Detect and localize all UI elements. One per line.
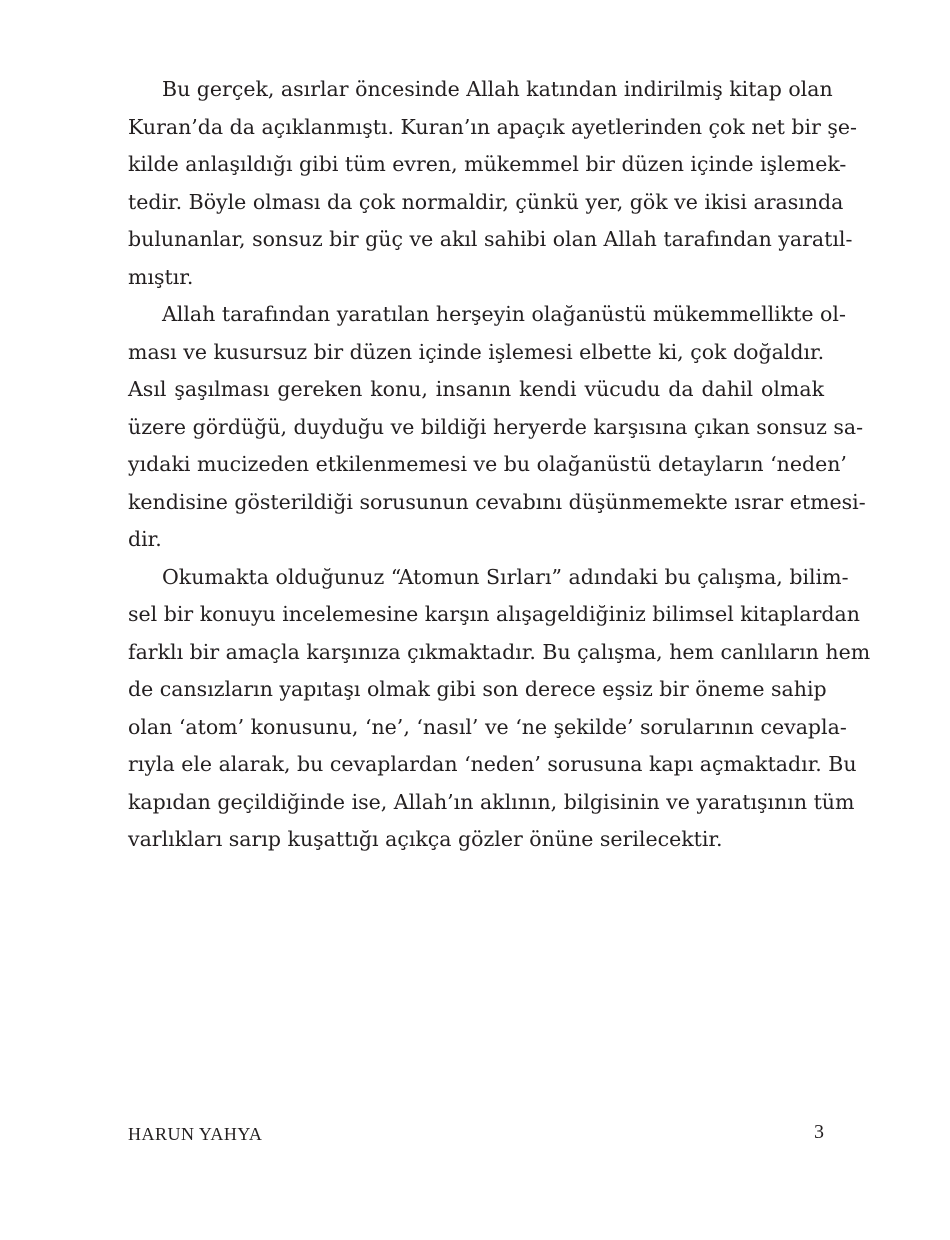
text-line: yıdaki mucizeden etkilenmemesi ve bu olağanüstü detayların ‘neden’ bbox=[128, 452, 847, 476]
text-line: sel bir konuyu incelemesine karşın alışageldiğiniz bilimsel kitaplardan bbox=[128, 602, 860, 626]
text-line: Kuran’da da açıklanmıştı. Kuran’ın apaçık ayetlerinden çok net bir şe- bbox=[128, 114, 857, 139]
text-line: kendisine gösterildiği sorusunun cevabını düşünmemekte ısrar etmesi- bbox=[128, 489, 866, 514]
text-line: farklı bir amaçla karşınıza çıkmaktadır. Bu çalışma, hem canlıların hem bbox=[128, 639, 871, 664]
text-line: Okumakta olduğunuz “Atomun Sırları” adındaki bu çalışma, bilim- bbox=[162, 564, 849, 589]
text-line: olan ‘atom’ konusunu, ‘ne’, ‘nasıl’ ve ‘ne şekilde’ sorularının cevapla- bbox=[128, 714, 847, 739]
paragraph bbox=[128, 559, 871, 859]
text-line: tedir. Böyle olması da çok normaldir, çünkü yer, gök ve ikisi arasında bbox=[128, 189, 844, 214]
page-number: 3 bbox=[814, 1121, 824, 1143]
text-line: Bu gerçek, asırlar öncesinde Allah katından indirilmiş kitap olan bbox=[162, 77, 833, 101]
text-line: varlıkları sarıp kuşattığı açıkça gözler önüne serilecektir. bbox=[128, 827, 723, 851]
text-line: dir. bbox=[128, 527, 162, 551]
body-text bbox=[128, 71, 871, 859]
text-line: Asıl şaşılması gereken konu, insanın kendi vücudu da dahil olmak bbox=[128, 377, 824, 401]
text-line: üzere gördüğü, duyduğu ve bildiği heryerde karşısına çıkan sonsuz sa- bbox=[128, 414, 864, 439]
text-line: kilde anlaşıldığı gibi tüm evren, mükemmel bir düzen içinde işlemek- bbox=[128, 152, 847, 176]
text-line: kapıdan geçildiğinde ise, Allah’ın aklının, bilgisinin ve yaratışının tüm bbox=[128, 789, 855, 814]
text-line: rıyla ele alarak, bu cevaplardan ‘neden’ sorusuna kapı açmaktadır. Bu bbox=[128, 752, 857, 776]
text-line: de cansızların yapıtaşı olmak gibi son derece eşsiz bir öneme sahip bbox=[128, 677, 827, 701]
paragraph bbox=[128, 71, 857, 296]
text-line: Allah tarafından yaratılan herşeyin olağanüstü mükemmellikte ol- bbox=[162, 302, 846, 326]
text-line: mıştır. bbox=[128, 264, 194, 289]
paragraph bbox=[128, 296, 866, 559]
text-line: ması ve kusursuz bir düzen içinde işlemesi elbette ki, çok doğaldır. bbox=[128, 339, 825, 364]
text-line: bulunanlar, sonsuz bir güç ve akıl sahibi olan Allah tarafından yaratıl- bbox=[128, 227, 853, 251]
running-footer-author: HARUN YAHYA bbox=[128, 1124, 263, 1144]
